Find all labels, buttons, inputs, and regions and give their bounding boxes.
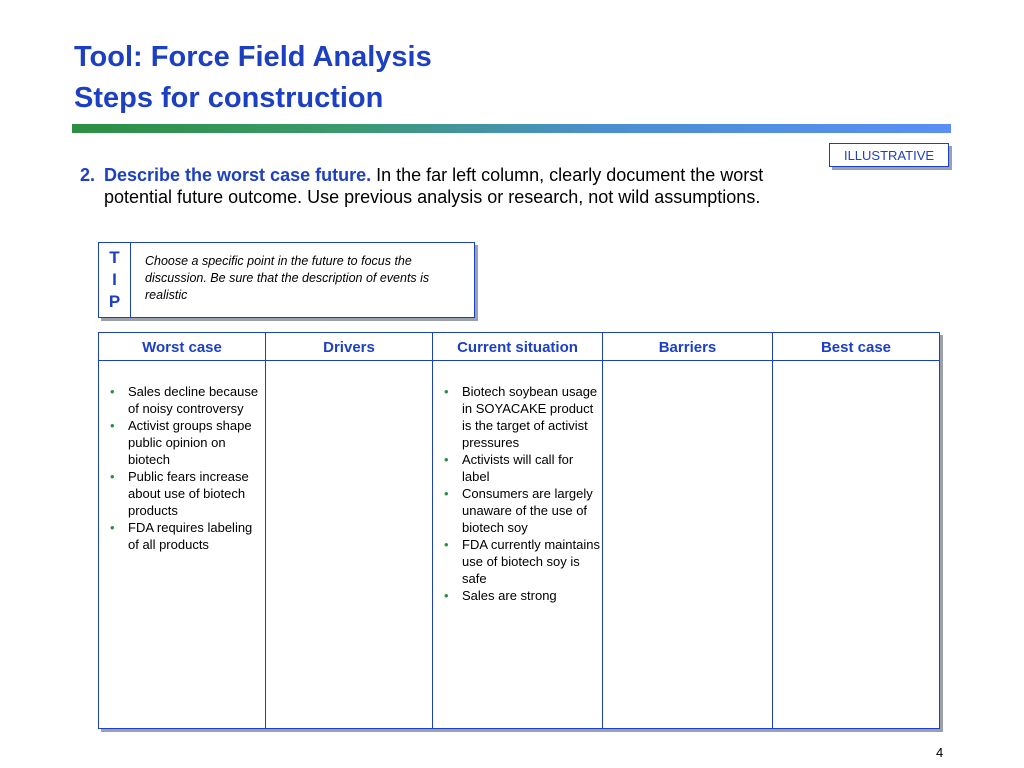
list-item-text: Activist groups shape public opinion on biotech <box>128 418 252 467</box>
list-item-text: FDA currently maintains use of biotech soy is safe <box>462 537 600 586</box>
column-header: Barriers <box>603 333 772 361</box>
tip-letter: I <box>112 270 117 289</box>
page-number: 4 <box>936 745 944 760</box>
list-item <box>443 536 602 587</box>
column-best-case <box>772 333 939 728</box>
bullet-dot-icon: • <box>444 452 449 467</box>
column-list <box>266 361 432 383</box>
tip-letter: T <box>109 248 120 267</box>
bullet-dot-icon: • <box>444 486 449 501</box>
column-current-situation <box>432 333 602 728</box>
column-barriers <box>602 333 772 728</box>
list-item-text: Public fears increase about use of biotech products <box>128 469 249 518</box>
force-field-table <box>98 332 940 729</box>
bullet-dot-icon: • <box>110 520 115 535</box>
title-divider <box>72 124 951 133</box>
bullet-dot-icon: • <box>110 469 115 484</box>
bullet-dot-icon: • <box>444 384 449 399</box>
step-number: 2. <box>80 165 96 185</box>
step-description <box>80 164 800 208</box>
list-item <box>109 468 265 519</box>
slide-title <box>74 37 432 119</box>
list-item-text: Biotech soybean usage in SOYACAKE product is the target of activist pressures <box>462 384 598 450</box>
list-item-text: Consumers are largely unaware of the use of biotech soy <box>462 486 593 535</box>
column-list <box>603 361 772 383</box>
column-header: Worst case <box>99 333 265 361</box>
column-drivers <box>265 333 432 728</box>
list-item <box>443 451 602 485</box>
column-list <box>433 361 602 604</box>
column-list <box>773 361 939 383</box>
list-item-text: FDA requires labeling of all products <box>128 520 253 552</box>
list-item <box>109 383 265 417</box>
list-item <box>443 383 602 451</box>
title-line-1: Tool: Force Field Analysis <box>74 41 432 73</box>
list-item-text: Sales are strong <box>462 588 557 603</box>
column-header: Current situation <box>433 333 602 361</box>
list-item <box>109 417 265 468</box>
bullet-dot-icon: • <box>110 418 115 433</box>
bullet-dot-icon: • <box>444 588 449 603</box>
tip-box <box>98 242 475 318</box>
illustrative-badge: ILLUSTRATIVE <box>829 143 949 167</box>
bullet-dot-icon: • <box>444 537 449 552</box>
list-item-text: Activists will call for label <box>462 452 574 484</box>
list-item-text: Sales decline because of noisy controversy <box>128 384 259 416</box>
tip-label <box>99 243 131 317</box>
bullet-dot-icon: • <box>110 384 115 399</box>
tip-text: Choose a specific point in the future to focus the discussion. Be sure that the description of events is realistic <box>145 254 430 302</box>
column-list <box>99 361 265 553</box>
tip-letter: P <box>108 292 121 311</box>
step-body: In the far left column, clearly document the worst potential future outcome. Use previous analysis or research, not wild assumptions. <box>104 165 764 207</box>
step-heading: Describe the worst case future. <box>104 165 372 185</box>
column-header: Drivers <box>266 333 432 361</box>
list-item <box>443 587 602 604</box>
step-text <box>104 164 800 208</box>
title-line-2: Steps for construction <box>74 82 384 114</box>
column-header: Best case <box>773 333 939 361</box>
list-item <box>109 519 265 553</box>
column-worst-case <box>99 333 265 728</box>
list-item <box>443 485 602 536</box>
